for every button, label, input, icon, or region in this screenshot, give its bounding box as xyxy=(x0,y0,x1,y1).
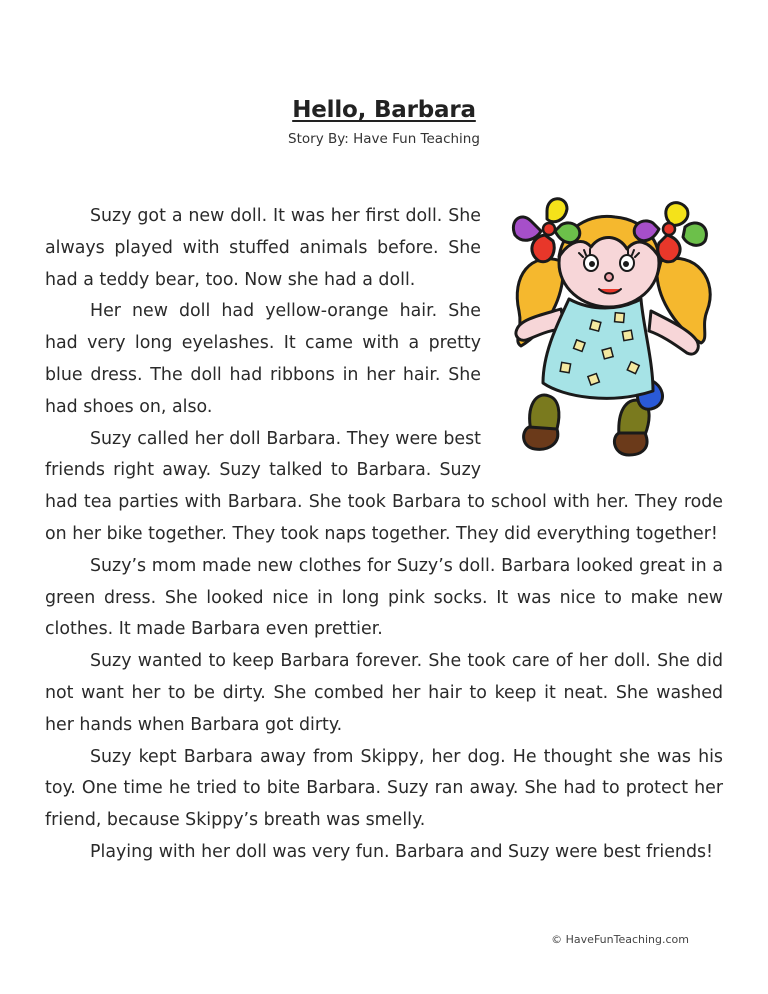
paragraph: Suzy got a new doll. It was her first doll. She always played with stuffed animals before. She had a teddy bear, too. Now she had a doll. xyxy=(45,206,481,290)
copyright-footer: © HaveFunTeaching.com xyxy=(551,933,689,946)
paragraph: Suzy wanted to keep Barbara forever. She took care of her doll. She did not want her to be dirty. She combed her hair to keep it neat. She washed her hands when Barbara got dirty. xyxy=(45,651,723,735)
doll-illustration xyxy=(491,191,731,467)
story-body xyxy=(45,201,723,869)
paragraph: Suzy kept Barbara away from Skippy, her dog. He thought she was his toy. One time he tried to bite Barbara. Suzy ran away. She had to protect her friend, because Skippy’s breath was smelly. xyxy=(45,746,723,831)
story-byline: Story By: Have Fun Teaching xyxy=(288,131,480,147)
paragraph: Playing with her doll was very fun. Barbara and Suzy were best friends! xyxy=(90,841,714,862)
story-title: Hello, Barbara xyxy=(292,97,476,123)
paragraph: Her new doll had yellow-orange hair. She had very long eyelashes. It came with a pretty blue dress. The doll had ribbons in her hair. She had shoes on, also. xyxy=(45,301,481,417)
paragraph: Suzy called her doll Barbara. They were best friends right away. Suzy talked to Barbara. Suzy had tea parties with Barbara. She took Barbara to school with her. They rode on her bike together. They took naps together. They did everything together! xyxy=(45,428,723,544)
paragraph: Suzy’s mom made new clothes for Suzy’s doll. Barbara looked great in a green dress. She looked nice in long pink socks. It was nice to make new clothes. It made Barbara even prettier. xyxy=(45,555,723,640)
